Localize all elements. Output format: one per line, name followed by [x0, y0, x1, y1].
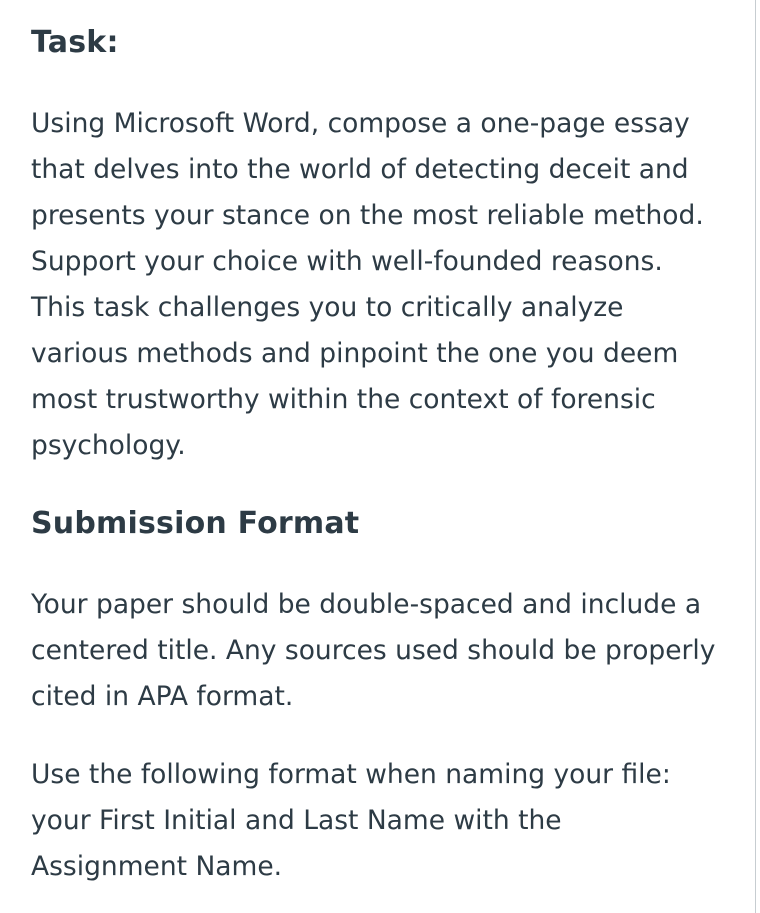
- submission-format-paragraph: Your paper should be double-spaced and include a centered title. Any sources used should be properly cited in APA format.: [31, 589, 716, 712]
- scrollbar-divider: [755, 0, 756, 913]
- task-heading: Task:: [31, 25, 119, 60]
- submission-format-heading: Submission Format: [31, 506, 360, 541]
- task-paragraph: Using Microsoft Word, compose a one-page essay that delves into the world of detecting deceit and presents your stance on the most reliable method. Support your choice with well-founded reasons. This task challenges you to critically analyze various methods and pinpoint the one you deem most trustworthy within the context of forensic psychology.: [31, 108, 704, 461]
- file-naming-paragraph: Use the following format when naming your file: your First Initial and Last Name with the Assignment Name.: [31, 759, 671, 882]
